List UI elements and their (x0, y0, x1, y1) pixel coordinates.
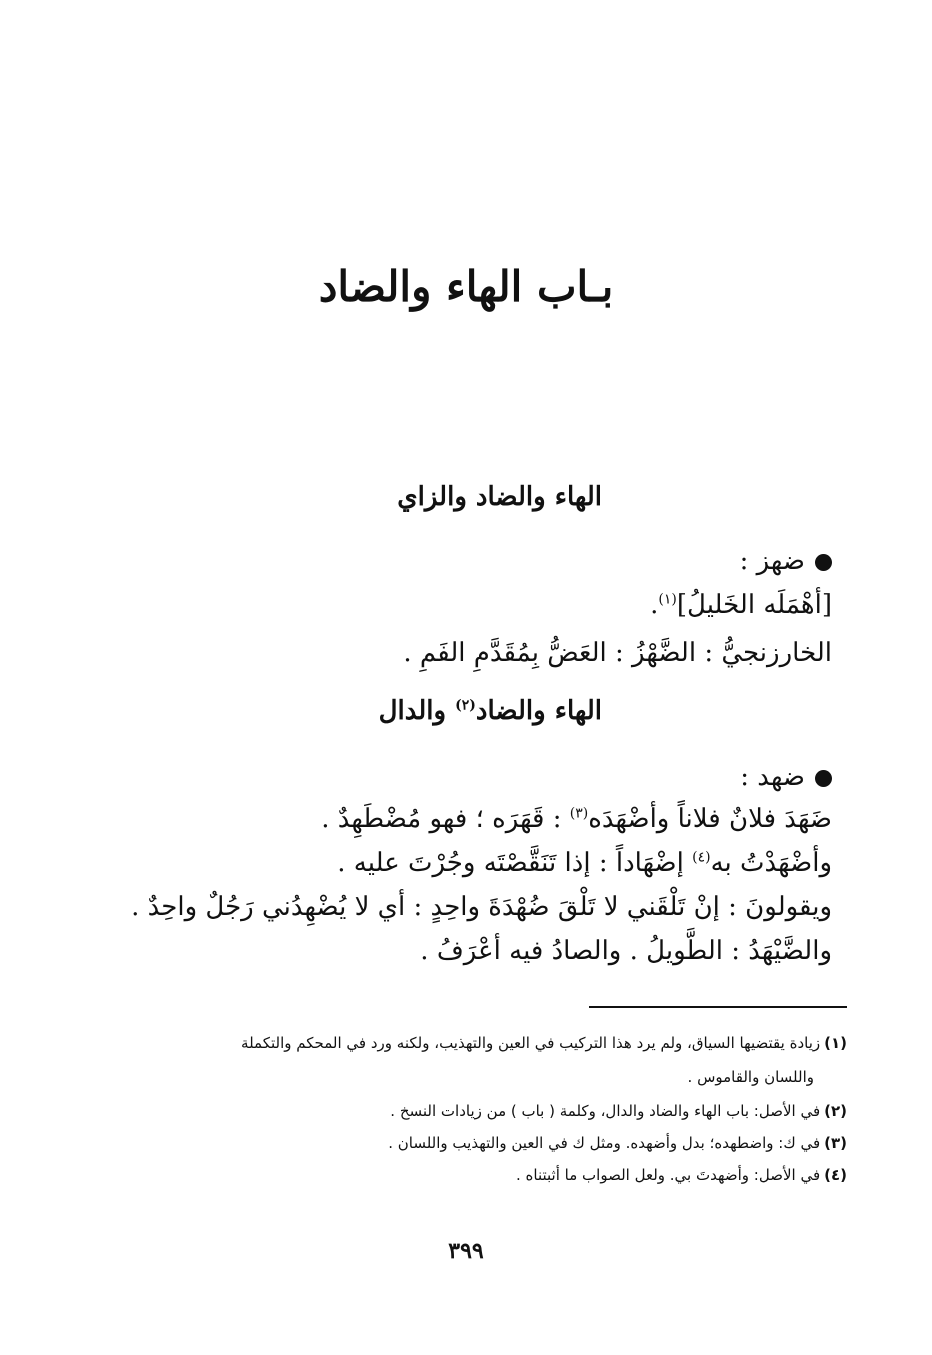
entry-head-dahd (740, 762, 832, 792)
section-heading-2 (379, 696, 602, 726)
footnote-marker: (١) (824, 1034, 847, 1052)
footnote-ref: (٤) (692, 849, 711, 866)
line-tail: . (650, 590, 659, 620)
line-tail: إضْهَاداً : إذا تَنَقَّصْتَه وجُرْتَ عليه . (337, 848, 693, 878)
heading-text: الهاء والضاد (475, 696, 602, 726)
line-text: ضَهَدَ فلانٌ فلاناً وأضْهَدَه (588, 804, 832, 834)
footnote-1-continuation: واللسان والقاموس . (687, 1068, 814, 1086)
entry-word: ضهز : (739, 546, 805, 576)
footnote-4 (516, 1166, 847, 1184)
body-line (337, 848, 832, 878)
footnote-3 (388, 1134, 847, 1152)
line-text: وأضْهَدْتُ به (710, 848, 832, 878)
body-line: ويقولونَ : إنْ تَلْقَني لا تَلْقَ ضُهْدَةَ واحِدٍ : أي لا يُضْهِدُني رَجُلٌ واحِدٌ . (131, 892, 832, 922)
body-line (650, 590, 832, 620)
heading-text: والدال (378, 696, 456, 726)
footnote-text: في ك: واضطهده؛ بدل وأضهده. ومثل ك في العين والتهذيب واللسان . (388, 1134, 821, 1152)
line-tail: : قَهَرَه ؛ فهو مُضْطَهِدٌ . (321, 804, 570, 834)
footnote-text: في الأصل: وأضهدتَ بي. ولعل الصواب ما أثبتناه . (516, 1166, 821, 1184)
entry-word: ضهد : (740, 762, 805, 792)
body-line: والضَّيْهَدُ : الطَّويلُ . والصادُ فيه أعْرَفُ . (420, 936, 832, 966)
body-line (321, 804, 832, 834)
line-text: [أهْمَلَه الخَليلُ] (676, 590, 832, 620)
footnote-marker: (٣) (824, 1134, 847, 1152)
footnote-ref: (٢) (455, 697, 476, 714)
bullet-icon (815, 554, 832, 571)
bullet-icon (815, 770, 832, 787)
entry-head-dahz (740, 546, 832, 576)
footnote-marker: (٢) (824, 1102, 847, 1120)
chapter-title: بـاب الهاء والضاد (318, 262, 614, 311)
footnote-text: في الأصل: باب الهاء والضاد والدال، وكلمة ( باب ) من زيادات النسخ . (390, 1102, 821, 1120)
footnote-1 (241, 1034, 847, 1052)
section-heading-1: الهاء والضاد والزاي (397, 482, 602, 512)
footnote-text: زيادة يقتضيها السياق، ولم يرد هذا التركيب في العين والتهذيب، ولكنه ورد في المحكم والتكملة (241, 1034, 821, 1052)
body-line: الخارزنجيُّ : الضَّهْزُ : العَضُّ بِمُقَدَّمِ الفَمِ . (403, 638, 832, 668)
footnote-ref: (٣) (569, 805, 589, 822)
footnote-2 (390, 1102, 847, 1120)
page-number: ٣٩٩ (448, 1238, 484, 1264)
footnote-divider (589, 1006, 847, 1008)
footnote-ref: (١) (658, 591, 677, 608)
footnote-marker: (٤) (824, 1166, 847, 1184)
